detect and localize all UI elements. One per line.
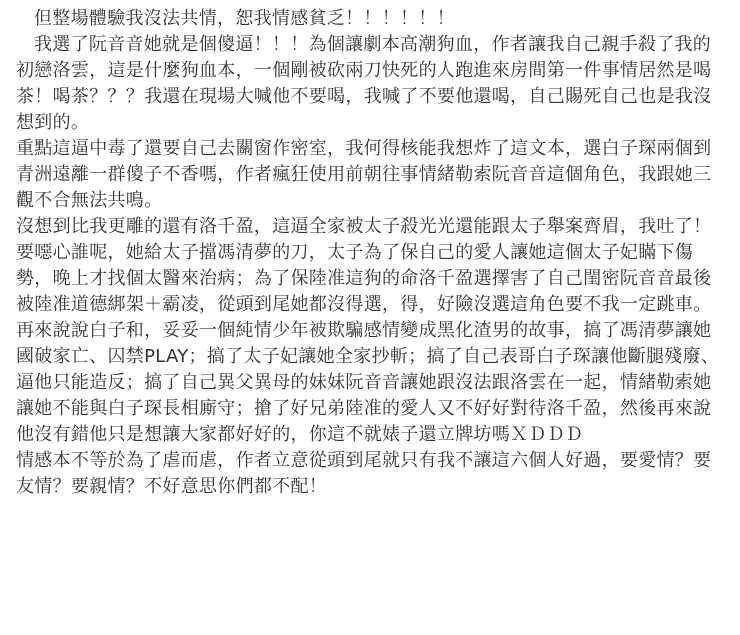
paragraph-2: 我選了阮音音她就是個傻逼！！！為個讓劇本高潮狗血，作者讓我自己親手殺了我的初戀洛雲，這是什麼狗血本，一個剛被砍兩刀快死的人跑進來房間第一件事情居然是喝茶！喝茶？？？我還在現場大喊他不要喝，我喊了不要他還喝，自己賜死自己也是我沒想到的。 <box>16 34 712 133</box>
paragraph-3: 重點這逼中毒了還要自己去關窗作密室，我何得核能我想炸了這文本，選白子琛兩個到青洲遠離一群傻子不香嗎，作者瘋狂使用前朝往事情緒勒索阮音音這個角色，我跟她三觀不合無法共鳴。 <box>16 138 712 211</box>
post-body <box>16 6 728 500</box>
paragraph-5: 再來說說白子和，妥妥一個純情少年被欺騙感情變成黑化渣男的故事，搞了馮清夢讓她國破家亡、囚禁PLAY；搞了太子妃讓她全家抄斬；搞了自己表哥白子琛讓他斷腿殘廢、逼他只能造反；搞了自己異父異母的妹妹阮音音讓她跟沒法跟洛雲在一起，情緒勒索她讓她不能與白子琛長相廝守；搶了好兄弟陸准的愛人又不好好對待洛千盈，然後再來說他沒有錯他只是想讓大家都好好的，你這不就婊子還立牌坊嗎ＸＤＤＤ <box>16 320 720 445</box>
paragraph-6: 情感本不等於為了虐而虐，作者立意從頭到尾就只有我不讓這六個人好過，要愛情？要友情？要親情？不好意思你們都不配！ <box>16 450 712 497</box>
paragraph-1: 但整場體驗我沒法共情，恕我情感貧乏！！！！！！ <box>34 8 455 29</box>
paragraph-4: 沒想到比我更雕的還有洛千盈，這逼全家被太子殺光光還能跟太子舉案齊眉，我吐了！要噁心誰呢，她給太子擋馮清夢的刀，太子為了保自己的愛人讓她這個太子妃瞞下傷勢，晚上才找個太醫來治病；為了保陸准這狗的命洛千盈選擇害了自己閨密阮音音最後被陸准道德綁架＋霸凌，從頭到尾她都沒得選，得，好險沒選這角色要不我一定跳車。 <box>16 216 712 315</box>
